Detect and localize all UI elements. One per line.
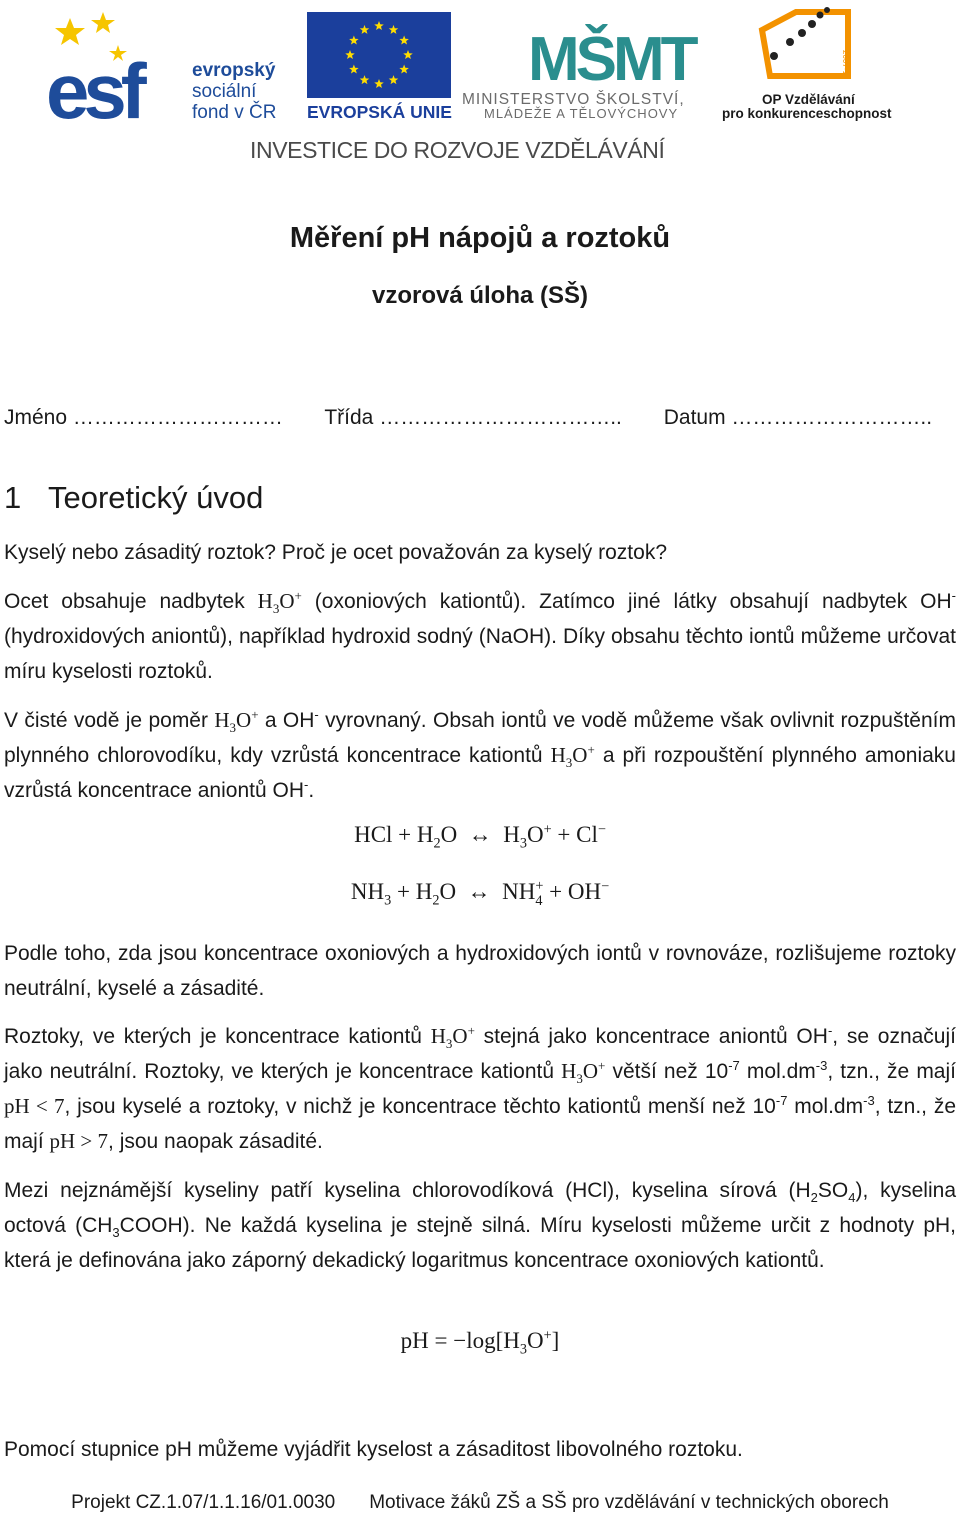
eq-part: 2 (432, 892, 440, 909)
text-span: a při rozpouštění plynného amoniaku vzrůstá koncentrace aniontů OH (4, 744, 956, 802)
eq-part: HCl + H (354, 822, 434, 847)
esf-text-line2: sociální (192, 81, 257, 102)
eq-part: + (535, 878, 544, 895)
text-span: COOH). Ne každá kyselina je stejně silná. Míru kyselosti můžeme určit z hodnoty pH, která je definována jako záporný dekadický logaritmus koncentrace oxoniových kationtů. (4, 1214, 956, 1272)
paragraph-ph-scale: Pomocí stupnice pH můžeme vyjádřit kyselost a zásaditost libovolného roztoku. (4, 1438, 743, 1461)
formula-part: + (598, 1058, 606, 1073)
logo-banner-graphic (0, 0, 960, 170)
superscript: -3 (815, 1058, 828, 1073)
op-years: 2007-13 (841, 50, 850, 80)
eq-part: − (601, 878, 610, 895)
eq-part: O ↔ H (440, 822, 520, 847)
eq-part: 4 (535, 892, 543, 909)
formula-part: O (572, 743, 588, 767)
op-logo (722, 7, 892, 121)
eu-label: EVROPSKÁ UNIE (307, 102, 452, 122)
msmt-mark: MŠMT (528, 25, 695, 94)
class-field[interactable]: Třída …………………………….. (324, 406, 622, 429)
formula-part: 3 (229, 720, 237, 736)
equation-nh3 (0, 879, 960, 908)
formula-h3o (550, 742, 595, 771)
text-span: , jsou naopak zásadité. (108, 1130, 323, 1153)
text-span: . (308, 779, 315, 802)
msmt-logo (462, 25, 699, 121)
text-span: stejná jako koncentrace aniontů OH (474, 1025, 828, 1048)
eq-part: 2 (433, 835, 441, 852)
text-span: a OH (258, 709, 315, 732)
superscript: - (951, 588, 957, 603)
text-span: Ocet obsahuje nadbytek (4, 590, 258, 613)
page-subtitle: vzorová úloha (SŠ) (371, 282, 589, 309)
paragraph-acids (4, 1173, 956, 1278)
formula-part: O (279, 589, 295, 613)
eq-part: 3 (519, 835, 527, 852)
formula-h3o (214, 707, 259, 736)
text-span: větší než 10 (605, 1060, 729, 1083)
text-span: vyrovnaný. Obsah iontů ve vodě můžeme však ovlivnit rozpuštěním plynného chlorovodíku, kdy vzrůstá koncentrace kationtů (4, 709, 956, 767)
name-field[interactable]: Jméno ………………………… (4, 406, 283, 429)
equation-hcl (0, 821, 960, 852)
formula-part: + (251, 707, 259, 722)
text-span: V čisté vodě je poměr (4, 709, 215, 732)
text-span: , jsou kyselé a roztoky, v nichž je koncentrace těchto kationtů menší než 10 (64, 1095, 776, 1118)
paragraph-vinegar (4, 584, 956, 689)
eq-part: O ↔ NH (439, 879, 536, 904)
eq-part: O (527, 1328, 544, 1353)
eq-part: NH (350, 879, 385, 904)
eq-part: 3 (384, 892, 392, 909)
formula-h3o (257, 588, 302, 617)
eq-part: O (526, 822, 544, 847)
paragraph-intro-question: Kyselý nebo zásaditý roztok? Proč je ocet považován za kyselý roztok? (4, 541, 667, 564)
formula-part: O (452, 1024, 468, 1048)
esf-text-line3: fond v ČR (192, 102, 277, 123)
formula-part: 3 (565, 755, 573, 771)
formula-part: H (430, 1024, 446, 1048)
formula-part: H (257, 589, 273, 613)
msmt-name-line2: MLÁDEŽE A TĚLOVÝCHOVY (484, 106, 679, 121)
eq-part: + Cl (551, 822, 598, 847)
superscript: -7 (728, 1058, 740, 1073)
formula-part: 3 (272, 601, 280, 617)
superscript: - (827, 1023, 833, 1038)
op-line1: OP Vzdělávání (762, 92, 855, 107)
eq-part: ] (551, 1328, 560, 1353)
formula-part: 3 (445, 1036, 453, 1052)
formula-part: O (582, 1059, 599, 1083)
eq-part: + (543, 1327, 552, 1344)
footer-project-name: Motivace žáků ZŠ a SŠ pro vzdělávání v technických oborech (369, 1492, 889, 1513)
eq-part: + H (391, 879, 433, 904)
formula-part: H (550, 743, 566, 767)
section-heading (4, 480, 263, 516)
text-span: mol.dm (739, 1060, 816, 1083)
text-span: , tzn., že mají (827, 1060, 956, 1083)
slogan: INVESTICE DO ROZVOJE VZDĚLÁVÁNÍ (250, 137, 665, 163)
msmt-name-line1: MINISTERSTVO ŠKOLSTVÍ, (462, 91, 685, 108)
eq-part: − (597, 821, 606, 838)
text-span: Mezi nejznámější kyseliny patří kyselina chlorovodíková (HCl), kyselina sírová (H (4, 1179, 811, 1202)
paragraph-classification: Podle toho, zda jsou koncentrace oxoniových a hydroxidových iontů v rovnováze, rozlišujeme roztoky neutrální, kyselé a zásadité. (4, 942, 956, 1000)
text-span: mol.dm (787, 1095, 864, 1118)
esf-text-line1: evropský (192, 60, 276, 81)
student-fields (4, 406, 960, 430)
logo-banner (0, 0, 960, 170)
text-span: (oxoniových kationtů). Zatímco jiné látky obsahují nadbytek OH (301, 590, 952, 613)
subscript: 2 (810, 1190, 818, 1206)
formula-part: H (214, 708, 230, 732)
date-field[interactable]: Datum ……………………….. (663, 406, 933, 429)
formula-part: H (561, 1059, 577, 1083)
eq-part: + (543, 821, 552, 838)
eu-logo (307, 12, 452, 122)
svg-text:esf: esf (46, 47, 141, 135)
superscript: - (304, 777, 309, 792)
page-title: Měření pH nápojů a roztoků (289, 222, 671, 254)
paragraph-neutral-acid-base (4, 1019, 956, 1159)
esf-logo (46, 12, 276, 135)
eq-part: pH = −log[H (400, 1328, 520, 1353)
paragraph-pure-water (4, 703, 956, 808)
text-span: ), kyselina octová (CH (4, 1179, 957, 1237)
subscript: 3 (112, 1225, 120, 1241)
eq-part: + OH (543, 879, 602, 904)
page-footer (0, 1492, 960, 1514)
inline-formula: pH > 7 (49, 1129, 109, 1153)
inline-formula: pH < 7 (4, 1094, 65, 1118)
formula-part: + (294, 588, 302, 603)
formula-part: + (467, 1023, 475, 1038)
formula-part: 3 (576, 1071, 583, 1087)
superscript: - (314, 707, 319, 722)
text-span: , tzn., že mají (4, 1095, 956, 1153)
footer-project-id: Projekt CZ.1.07/1.1.16/01.0030 (71, 1492, 336, 1513)
section-title: Teoretický úvod (48, 480, 264, 515)
op-line2: pro konkurenceschopnost (722, 106, 892, 121)
text-span: SO (817, 1179, 849, 1202)
text-span: Roztoky, ve kterých je koncentrace kationtů (4, 1025, 431, 1048)
formula-part: + (587, 742, 595, 757)
equation-ph-definition (0, 1327, 960, 1358)
formula-h3o (561, 1058, 606, 1087)
text-span: , se označují jako neutrální. Roztoky, ve kterých je koncentrace kationtů (4, 1025, 956, 1083)
superscript: -3 (863, 1093, 875, 1108)
subscript: 4 (848, 1190, 856, 1206)
text-span: (hydroxidových aniontů), například hydroxid sodný (NaOH). Díky obsahu těchto iontů můžeme určovat míru kyselosti roztoků. (4, 625, 956, 683)
formula-h3o (430, 1023, 475, 1052)
section-number: 1 (4, 480, 22, 515)
superscript: -7 (775, 1093, 788, 1108)
formula-part: O (236, 708, 252, 732)
eq-part: 3 (519, 1341, 527, 1358)
